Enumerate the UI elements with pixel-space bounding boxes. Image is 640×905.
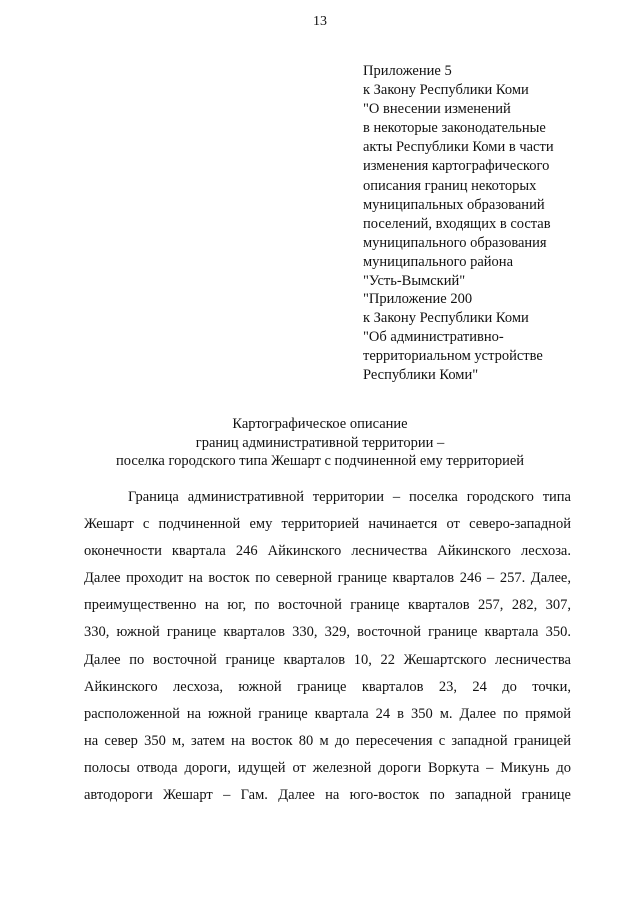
- appendix-header-line: "Усть-Вымский": [363, 273, 466, 290]
- appendix-header-line: поселений, входящих в состав: [363, 215, 551, 232]
- title-line: поселка городского типа Жешарт с подчиненной ему территорией: [115, 453, 525, 469]
- appendix-header-line: к Закону Республики Коми: [363, 82, 529, 99]
- page-number: 13: [313, 14, 327, 29]
- body-paragraph: [84, 484, 571, 809]
- body-line: Жешарт с подчиненной ему территорией начинается от северо-западной: [84, 516, 571, 533]
- body-line: Айкинского лесхоза, южной границе кварталов 23, 24 до точки,: [84, 678, 571, 695]
- appendix-header-line: муниципального района: [363, 253, 513, 270]
- appendix-header: [363, 62, 633, 291]
- body-line: Далее по восточной границе кварталов 10, 22 Жешартского лесничества: [84, 651, 571, 668]
- title-line: границ административной территории –: [195, 434, 445, 451]
- appendix-header-line: "О внесении изменений: [363, 101, 511, 118]
- appendix-header-line: Приложение 5: [363, 63, 452, 79]
- appendix-quote-line: Республики Коми": [363, 367, 479, 384]
- body-line: преимущественно на юг, по восточной границе кварталов 257, 282, 307,: [84, 597, 571, 614]
- body-line: Далее проходит на восток по северной границе кварталов 246 – 257. Далее,: [84, 570, 571, 587]
- body-line: оконечности квартала 246 Айкинского лесничества Айкинского лесхоза.: [84, 543, 571, 560]
- appendix-header-line: изменения картографического: [363, 158, 550, 175]
- appendix-quote: [363, 290, 633, 385]
- title-line: Картографическое описание: [232, 416, 408, 432]
- body-line: автодороги Жешарт – Гам. Далее на юго-восток по западной границе: [84, 787, 571, 804]
- appendix-header-line: описания границ некоторых: [363, 177, 537, 194]
- body-line: 330, южной границе кварталов 330, 329, восточной границе квартала 350.: [84, 624, 571, 641]
- document-title: [0, 415, 640, 471]
- body-line: полосы отвода дороги, идущей от железной дороги Воркута – Микунь до: [84, 759, 571, 776]
- body-line: расположенной на южной границе квартала 24 в 350 м. Далее по прямой: [84, 705, 571, 722]
- appendix-quote-line: территориальном устройстве: [363, 348, 543, 365]
- body-line: на север 350 м, затем на восток 80 м до пересечения с западной границей: [84, 732, 571, 749]
- appendix-quote-line: к Закону Республики Коми: [363, 310, 529, 327]
- appendix-header-line: муниципальных образований: [363, 196, 545, 213]
- appendix-quote-line: "Об административно-: [363, 329, 504, 346]
- appendix-header-line: акты Республики Коми в части: [363, 139, 554, 156]
- appendix-header-line: в некоторые законодательные: [363, 120, 546, 137]
- appendix-quote-line: "Приложение 200: [363, 291, 473, 307]
- appendix-header-line: муниципального образования: [363, 234, 547, 251]
- body-line: Граница административной территории – поселка городского типа: [128, 489, 571, 505]
